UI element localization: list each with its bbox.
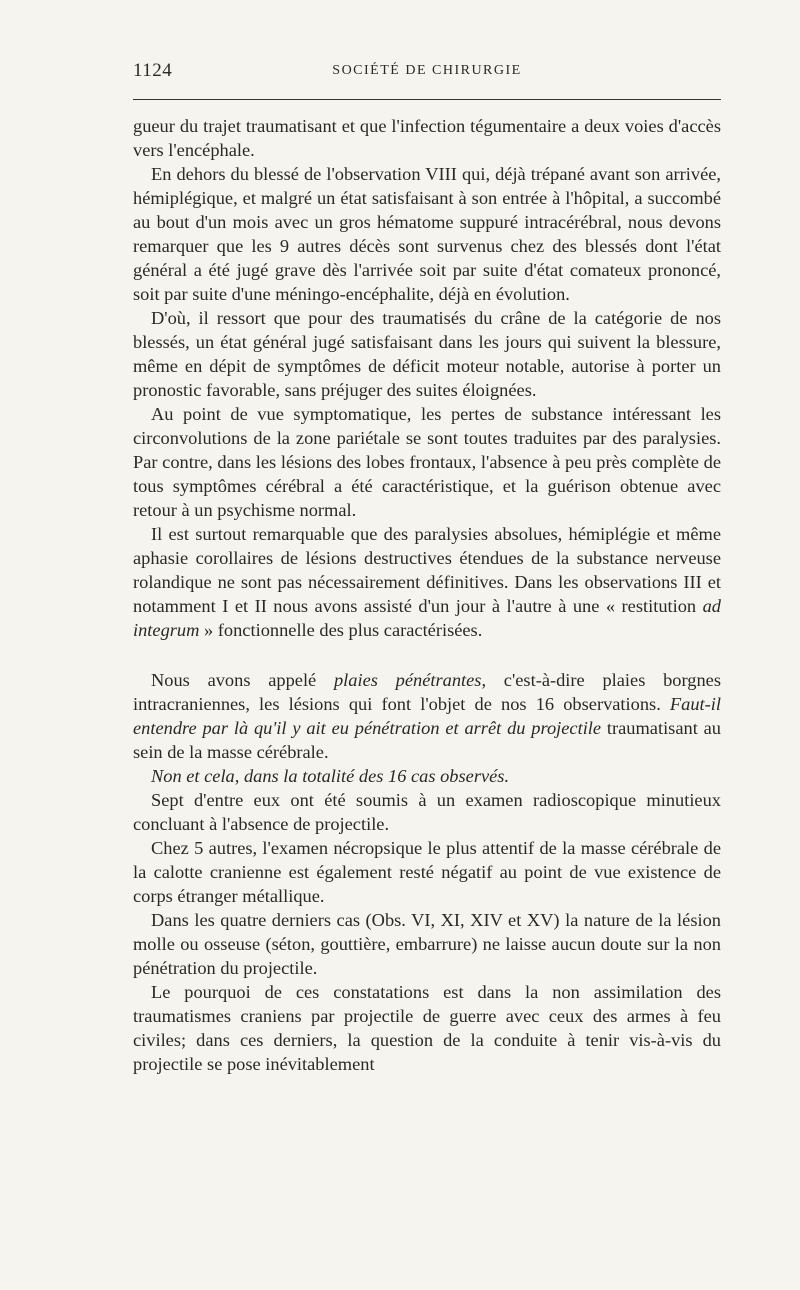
text-run: traumatisant au sein de la masse cérébrale. [133, 718, 721, 762]
paragraph [133, 162, 721, 306]
page-number: 1124 [133, 60, 173, 81]
text-run: » fonctionnelle des plus caractérisées. [199, 620, 483, 640]
text-run: Dans les quatre derniers cas (Obs. VI, XI, XIV et XV) la nature de la lésion molle ou osseuse (séton, gouttière, embarrure) ne laisse aucun doute sur la non pénétration du projectile. [133, 910, 721, 978]
header-rule [133, 99, 721, 100]
text-run: En dehors du blessé de l'observation VIII qui, déjà trépané avant son arrivée, hémiplégique, et malgré un état satisfaisant à son entrée à l'hôpital, a succombé au bout d'un mois avec un gros hématome suppuré intracérébral, nous devons remarquer que les 9 autres décès sont survenus chez des blessés dont l'état général a été jugé grave dès l'arrivée soit par suite d'état comateux prononcé, soit par suite d'une méningo-encéphalite, déjà en évolution. [133, 164, 721, 304]
running-title: SOCIÉTÉ DE CHIRURGIE [332, 63, 522, 78]
text-run: , c'est-à-dire plaies borgnes intracraniennes, les lésions qui font l'objet de nos 16 observations. [133, 670, 721, 714]
paragraph [133, 402, 721, 522]
text-run: D'où, il ressort que pour des traumatisés du crâne de la catégorie de nos blessés, un état général jugé satisfaisant dans les jours qui suivent la blessure, même en dépit de symptômes de déficit moteur notable, autorise à porter un pronostic favorable, sans préjuger des suites éloignées. [133, 308, 721, 400]
body-text [133, 114, 721, 1076]
paragraph [133, 764, 721, 788]
italic-text: plaies pénétrantes [333, 670, 482, 690]
page-header [133, 52, 721, 88]
paragraph [133, 836, 721, 908]
paragraph [133, 114, 721, 162]
text-run: Il est surtout remarquable que des paralysies absolues, hémiplégie et même aphasie corollaires de lésions destructives étendues de la substance nerveuse rolandique ne sont pas nécessairement définitives. Dans les observations III et notamment I et II nous avons assisté d'un jour à l'autre à une « restitution [133, 524, 721, 616]
paragraph [133, 908, 721, 980]
italic-text: ad integrum [133, 596, 721, 640]
italic-text: Faut-il entendre par là qu'il y ait eu pénétration et arrêt du projectile [133, 694, 721, 738]
section-gap [133, 642, 721, 668]
text-run: Sept d'entre eux ont été soumis à un examen radioscopique minutieux concluant à l'absence de projectile. [133, 790, 721, 834]
paragraph [133, 522, 721, 642]
italic-text: Non et cela, dans la totalité des 16 cas observés. [151, 766, 510, 786]
text-run: Au point de vue symptomatique, les pertes de substance intéressant les circonvolutions de la zone pariétale se sont toutes traduites par des paralysies. Par contre, dans les lésions des lobes frontaux, l'absence à peu près complète de tous symptômes cérébral a été caractéristique, et la guérison obtenue avec retour à un psychisme normal. [133, 404, 721, 520]
text-run: Nous avons appelé [151, 670, 334, 690]
paragraph [133, 306, 721, 402]
text-run: gueur du trajet traumatisant et que l'infection tégumentaire a deux voies d'accès vers l'encéphale. [133, 116, 721, 160]
text-run: Chez 5 autres, l'examen nécropsique le plus attentif de la masse cérébrale de la calotte cranienne est également resté négatif au point de vue existence de corps étranger métallique. [133, 838, 721, 906]
paragraph [133, 788, 721, 836]
paragraph [133, 980, 721, 1076]
paragraph [133, 668, 721, 764]
text-run: Le pourquoi de ces constatations est dans la non assimilation des traumatismes craniens par projectile de guerre avec ceux des armes à feu civiles; dans ces derniers, la question de la conduite à tenir vis-à-vis du projectile se pose inévitablement [133, 982, 721, 1074]
